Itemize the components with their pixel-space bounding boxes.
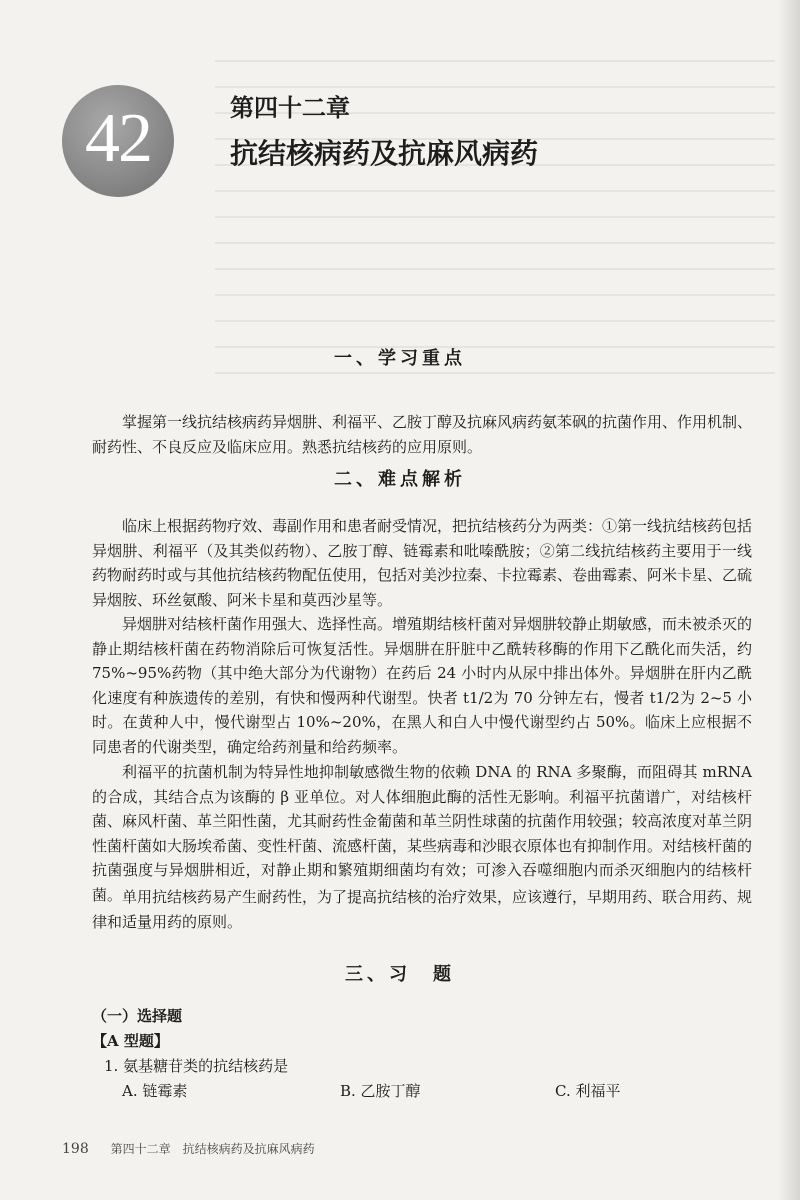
section-heading-difficulties: 二、难点解析: [334, 469, 466, 490]
page-number: 198: [62, 1141, 89, 1157]
option-b: B. 乙胺丁醇: [340, 1082, 421, 1100]
page-footer: [62, 1140, 315, 1157]
focus-paragraph: 掌握第一线抗结核病药异烟肼、利福平、乙胺丁醇及抗麻风病药氨苯砜的抗菌作用、作用机制、耐药性、不良反应及临床应用。熟悉抗结核药的应用原则。: [92, 413, 753, 456]
question-1: 1. 氨基糖苷类的抗结核药是: [104, 1057, 289, 1075]
running-title: 第四十二章 抗结核病药及抗麻风病药: [110, 1142, 315, 1156]
difficulty-paragraph-3: 利福平的抗菌机制为特异性地抑制敏感微生物的依赖 DNA 的 RNA 多聚酶，而阻碍其 mRNA 的合成，其结合点为该酶的 β 亚单位。对人体细胞此酶的活性无影响。利福平抗菌谱广，对结核杆菌、麻风杆菌、革兰阳性菌，尤其耐药性金葡菌和革兰阴性球菌的抗菌作用较强；较高浓度对革兰阴性菌杆菌如大肠埃希菌、变性杆菌、流感杆菌，某些病毒和沙眼衣原体也有抑制作用。对结核杆菌的抗菌强度与异烟肼相近，对静止期和繁殖期细菌均有效；可渗入吞噬细胞内而杀灭细胞内的结核杆菌。: [92, 763, 753, 904]
chapter-number-badge: [62, 85, 174, 197]
section-heading-exercises: 三、习 题: [345, 964, 455, 985]
option-c: C. 利福平: [555, 1082, 621, 1100]
chapter-number: 42: [85, 100, 151, 177]
chapter-label: 第四十二章: [230, 93, 350, 122]
page-edge-shadow: [778, 0, 800, 1200]
chapter-title: 抗结核病药及抗麻风病药: [230, 137, 539, 170]
option-a: A. 链霉素: [122, 1082, 188, 1100]
difficulty-paragraph-4: 单用抗结核药易产生耐药性，为了提高抗结核的治疗效果，应该遵行，早期用药、联合用药、规律和适量用药的原则。: [92, 888, 753, 931]
question-type-label: 【A 型题】: [92, 1032, 169, 1050]
section-heading-focus: 一、学习重点: [334, 348, 466, 369]
difficulty-paragraph-2: 异烟肼对结核杆菌作用强大、选择性高。增殖期结核杆菌对异烟肼较静止期敏感，而未被杀灭的静止期结核杆菌在药物消除后可恢复活性。异烟肼在肝脏中乙酰转移酶的作用下乙酰化而失活，约 75%~95%药物（其中绝大部分为代谢物）在药后 24 小时内从尿中排出体外。异烟肼在肝内乙酰化速度有种族遗传的差别，有快和慢两种代谢型。快者 t1/2为 70 分钟左右，慢者 t1/2为 2~5 小时。在黄种人中，慢代谢型占 10%~20%，在黑人和白人中慢代谢型约占 50%。临床上应根据不同患者的代谢类型，确定给药剂量和给药频率。: [92, 615, 753, 756]
difficulty-paragraph-1: 临床上根据药物疗效、毒副作用和患者耐受情况，把抗结核药分为两类：①第一线抗结核药包括异烟肼、利福平（及其类似药物）、乙胺丁醇、链霉素和吡嗪酰胺；②第二线抗结核药主要用于一线药物耐药时或与其他抗结核药物配伍使用，包括对美沙拉秦、卡拉霉素、卷曲霉素、阿米卡星、乙硫异烟胺、环丝氨酸、阿米卡星和莫西沙星等。: [92, 517, 753, 609]
exercise-subheading: （一）选择题: [92, 1007, 183, 1025]
